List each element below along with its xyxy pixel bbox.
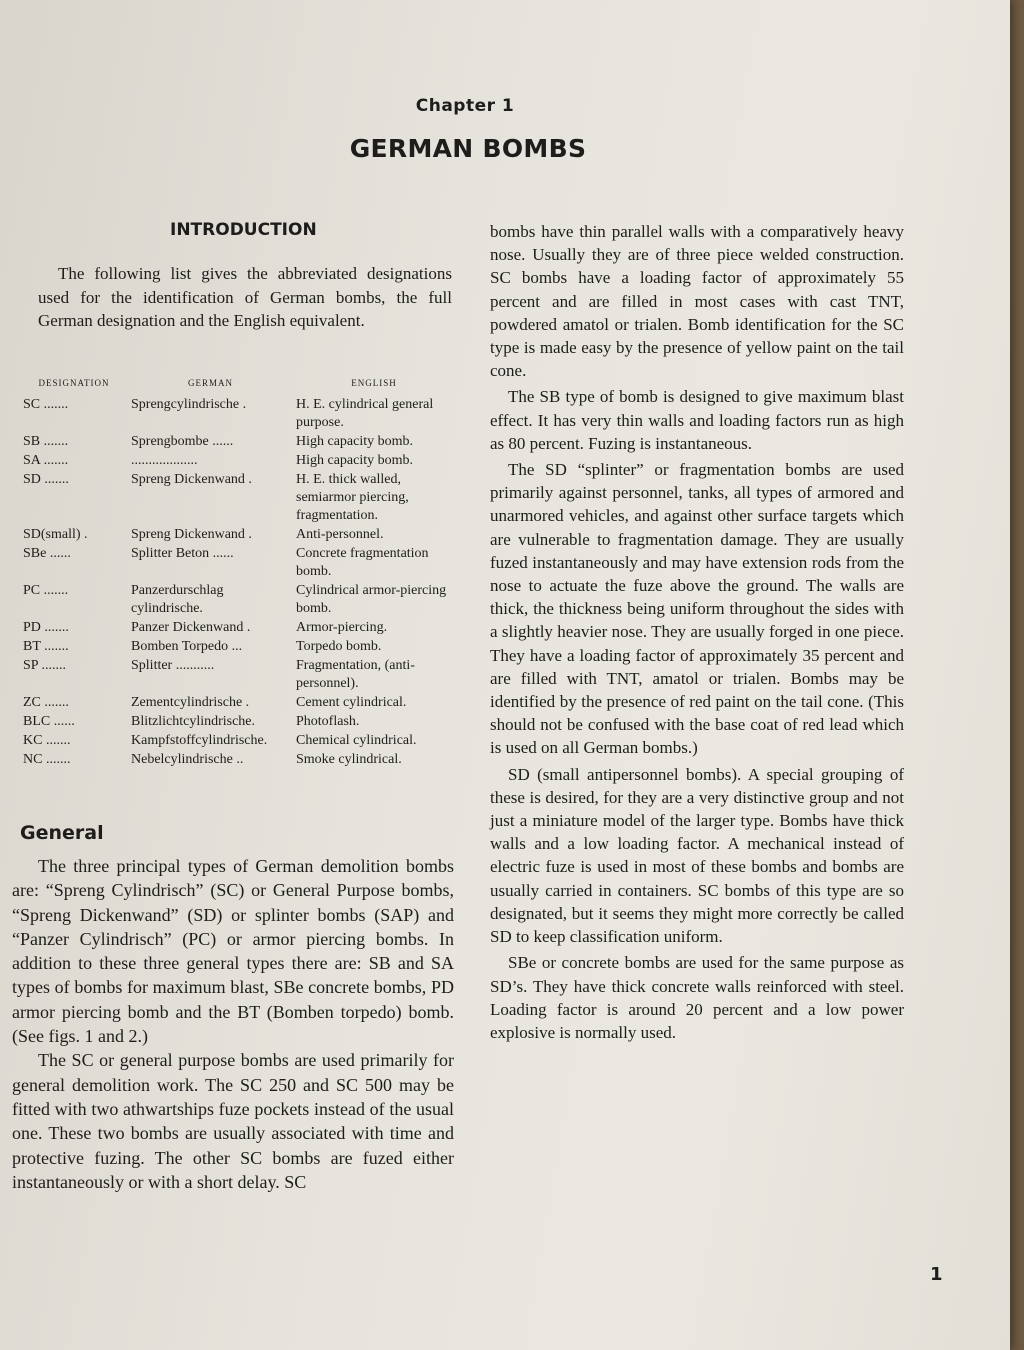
english-cell: High capacity bomb. <box>296 434 414 449</box>
english-cell: H. E. thick walled, semiarmor piercing, fragmentation. <box>296 472 409 523</box>
german-cell: ................... <box>131 453 198 468</box>
general-body <box>12 854 454 1194</box>
introduction-heading: INTRODUCTION <box>170 220 317 240</box>
right-paragraph: SBe or concrete bombs are used for the same purpose as SD’s. They have thick concrete walls reinforced with steel. Loading factor is around 20 percent and a low power explosive is normally used. <box>490 953 904 1042</box>
right-column <box>490 220 904 1047</box>
designation-cell: ZC ....... <box>23 695 69 710</box>
english-cell: Concrete fragmentation bomb. <box>296 546 429 579</box>
english-cell: Fragmentation, (anti-personnel). <box>296 658 415 691</box>
right-paragraph: The SB type of bomb is designed to give maximum blast effect. It has very thin walls and loading factors run as high as 80 percent. Fuzing is instantaneous. <box>490 387 904 453</box>
english-cell: High capacity bomb. <box>296 453 414 468</box>
designation-cell: SA ....... <box>23 453 69 468</box>
german-cell: Splitter ........... <box>131 658 215 673</box>
designation-cell: KC ....... <box>23 733 71 748</box>
table-row <box>20 619 460 637</box>
chapter-label: Chapter 1 <box>415 96 515 116</box>
designation-cell: SB ....... <box>23 434 69 449</box>
header-designation: DESIGNATION <box>38 378 110 388</box>
designation-cell: SBe ...... <box>23 546 71 561</box>
german-cell: Splitter Beton ...... <box>131 546 234 561</box>
designation-cell: PD ....... <box>23 620 69 635</box>
designation-table <box>20 374 460 769</box>
table-row <box>20 638 460 656</box>
designation-cell: SP ....... <box>23 658 67 673</box>
english-cell: Chemical cylindrical. <box>296 733 417 748</box>
german-cell: Zementcylindrische . <box>131 695 250 710</box>
english-cell: Photoflash. <box>296 714 360 729</box>
table-row <box>20 545 460 581</box>
german-cell: Blitzlichtcylindrische. <box>131 714 256 729</box>
german-cell: Panzer Dickenwand . <box>131 620 251 635</box>
table-row <box>20 657 460 693</box>
table-header <box>20 374 460 392</box>
designation-cell: BT ....... <box>23 639 69 654</box>
introduction-paragraph: The following list gives the abbreviated designations used for the identification of German bombs, the full German designation and the English equivalent. <box>38 264 452 330</box>
table-row <box>20 582 460 618</box>
designation-cell: SC ....... <box>23 397 69 412</box>
german-cell: Panzerdurschlag cylindrische. <box>131 583 224 616</box>
english-cell: Cement cylindrical. <box>296 695 407 710</box>
english-cell: H. E. cylindrical general purpose. <box>296 397 434 430</box>
table-row <box>20 713 460 731</box>
german-cell: Kampfstoffcylindrische. <box>131 733 268 748</box>
designation-cell: PC ....... <box>23 583 69 598</box>
designation-cell: BLC ...... <box>23 714 75 729</box>
english-cell: Cylindrical armor-piercing bomb. <box>296 583 447 616</box>
general-paragraph: The SC or general purpose bombs are used primarily for general demolition work. The SC 250 and SC 500 may be fitted with two athwartships fuze pockets instead of the usual one. These two bombs are usually associated with time and protective fuzing. The other SC bombs are fuzed either instantaneously or with a short delay. SC <box>12 1050 454 1192</box>
german-cell: Spreng Dickenwand . <box>131 527 252 542</box>
table-row <box>20 452 460 470</box>
header-german: GERMAN <box>187 378 233 388</box>
table-row <box>20 732 460 750</box>
designation-cell: SD ....... <box>23 472 69 487</box>
designation-cell: SD(small) . <box>23 527 88 542</box>
designation-cell: NC ....... <box>23 752 71 767</box>
german-cell: Nebelcylindrische .. <box>131 752 244 767</box>
english-cell: Torpedo bomb. <box>296 639 382 654</box>
german-cell: Bomben Torpedo ... <box>131 639 243 654</box>
general-heading: General <box>20 822 104 844</box>
right-paragraph: SD (small antipersonnel bombs). A special grouping of these is desired, for they are a very distinctive group and not just a miniature model of the larger type. Bombs have thick walls and a low loading factor. A mechanical instead of electric fuze is used in most of these bombs and bombs are usually carried in containers. SC bombs of this type are so designated, but it seems they might more correctly be called SD to keep classification uniform. <box>490 764 904 947</box>
english-cell: Smoke cylindrical. <box>296 752 402 767</box>
table-row <box>20 526 460 544</box>
german-cell: Sprengcylindrische . <box>131 397 247 412</box>
english-cell: Anti-personnel. <box>296 527 384 542</box>
page-number: 1 <box>930 1264 943 1285</box>
table-row <box>20 471 460 525</box>
table-row <box>20 396 460 432</box>
table-row <box>20 694 460 712</box>
english-cell: Armor-piercing. <box>296 620 388 635</box>
chapter-title: GERMAN BOMBS <box>349 134 587 163</box>
table-body <box>20 396 460 769</box>
right-paragraph: bombs have thin parallel walls with a comparatively heavy nose. Usually they are of three piece welded construction. SC bombs have a loading factor of approximately 55 percent and are filled in most cases with cast TNT, powdered amatol or trialen. Bomb identification for the SC type is made easy by the presence of yellow paint on the tail cone. <box>490 222 904 381</box>
german-cell: Sprengbombe ...... <box>131 434 234 449</box>
german-cell: Spreng Dickenwand . <box>131 472 252 487</box>
table-row <box>20 433 460 451</box>
table-row <box>20 751 460 769</box>
general-paragraph: The three principal types of German demolition bombs are: “Spreng Cylindrisch” (SC) or General Purpose bombs, “Spreng Dickenwand” (SD) or splinter bombs (SAP) and “Panzer Cylindrisch” (PC) or armor piercing bombs. In addition to these three general types there are: SB and SA types of bombs for maximum blast, SBe concrete bombs, PD armor piercing bomb and the BT (Bomben torpedo) bomb. (See figs. 1 and 2.) <box>12 856 454 1047</box>
header-english: ENGLISH <box>351 378 397 388</box>
right-paragraph: The SD “splinter” or fragmentation bombs are used primarily against personnel, tanks, all types of armored and unarmored vehicles, and against other surface targets which are vulnerable to fragmentation damage. They are usually fuzed instantaneously and may have extension rods from the nose to actuate the fuze above the ground. The walls are thick, the thickness being uniform throughout the sides with a slightly heavier nose. They are usually forged in one piece. They have a loading factor of approximately 35 percent and are filled with TNT, amatol or trialen. Bombs may be identified by the presence of red paint on the tail cone. (This should not be confused with the base coat of red lead which is used on all German bombs.) <box>490 460 904 758</box>
